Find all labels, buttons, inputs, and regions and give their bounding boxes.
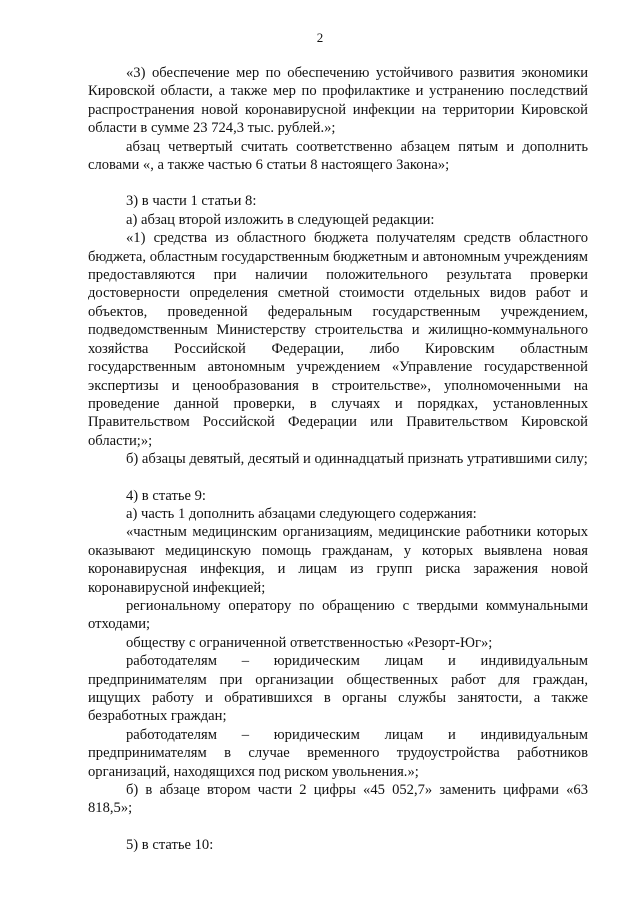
paragraph-item-1: «1) средства из областного бюджета получателям средств областного бюджета, областным государственным бюджетным и автономным учреждениям предоставляются при наличии положительного результата проверки достоверности определения сметной стоимости отдельных видов работ и объектов, проведенной федеральным государственным учреждением, подведомственным Министерству строительства и жилищно-коммунального хозяйства Российской Федерации, либо Кировским областным государственным автономным учреждением «Управление государственной экспертизы и ценообразования в строительстве», уполномоченными на проведение данной проверки, в случаях и порядках, установленных Правительством Российской Федерации или Правительством Кировской области;»;	[88, 230, 588, 449]
document-body	[88, 64, 588, 854]
list-item-employers-public-works: работодателям – юридическим лицам и индивидуальным предпринимателям при организации общественных работ для граждан, ищущих работу и обратившихся в органы службы занятости, а также безработных граждан;	[88, 653, 588, 725]
list-item-resort-yug: обществу с ограниченной ответственностью «Резорт-Юг»;	[126, 634, 493, 651]
list-item-employers-temporary: работодателям – юридическим лицам и индивидуальным предпринимателям в случае временного трудоустройства работников организаций, находящихся под риском увольнения.»;	[88, 726, 588, 780]
section-heading-3: 3) в части 1 статьи 8:	[126, 193, 257, 210]
subsection-a: а) абзац второй изложить в следующей редакции:	[126, 211, 435, 228]
list-item-private-medical: «частным медицинским организациям, медицинские работники которых оказывают медицинскую помощь гражданам, у которых выявлена новая коронавирусная инфекция, и лицам из групп риска заражения новой коронавирусной инфекцией;	[88, 524, 588, 596]
page-number: 2	[316, 30, 324, 45]
subsection-b: б) абзацы девятый, десятый и одиннадцатый признать утратившими силу;	[126, 451, 588, 468]
paragraph-item-3: «3) обеспечение мер по обеспечению устойчивого развития экономики Кировской области, а также мер по профилактике и устранению последствий распространения новой коронавирусной инфекции на территории Кировской области в сумме 23 724,3 тыс. рублей.»;	[88, 65, 588, 137]
paragraph-abzac-fourth: абзац четвертый считать соответственно абзацем пятым и дополнить словами «, а также частью 6 статьи 8 настоящего Закона»;	[88, 138, 588, 174]
section-heading-5: 5) в статье 10:	[126, 836, 214, 853]
subsection-a-article-9: а) часть 1 дополнить абзацами следующего содержания:	[126, 505, 477, 522]
list-item-regional-operator: региональному оператору по обращению с твердыми коммунальными отходами;	[88, 597, 588, 633]
subsection-b-article-9: б) в абзаце втором части 2 цифры «45 052,7» заменить цифрами «63 818,5»;	[88, 782, 588, 817]
section-heading-4: 4) в статье 9:	[126, 487, 206, 504]
